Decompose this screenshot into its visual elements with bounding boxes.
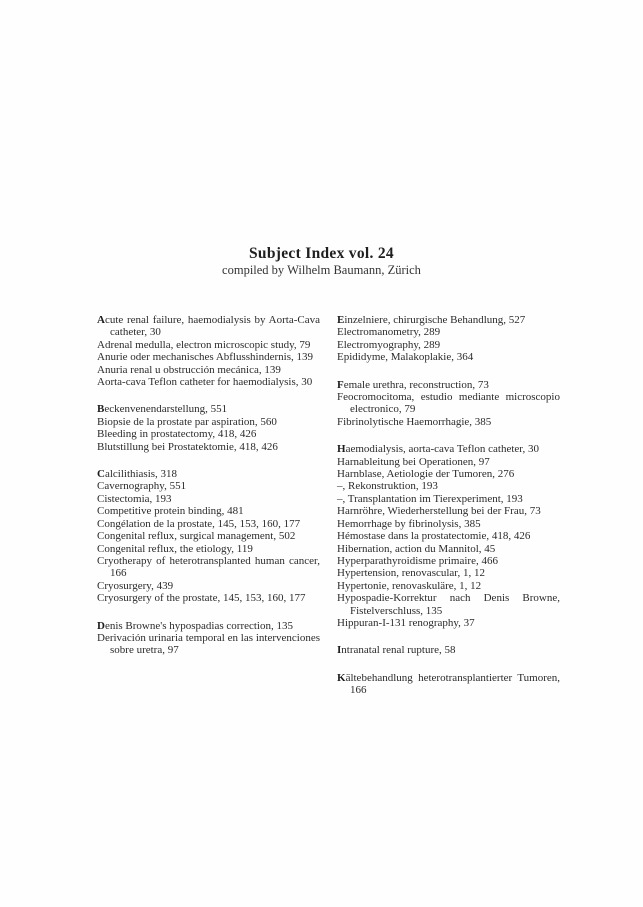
- index-letter-group-F: [337, 379, 560, 429]
- index-entry: Female urethra, reconstruction, 73: [337, 378, 489, 391]
- group-lead-letter: D: [97, 619, 105, 632]
- index-entry: Haemodialysis, aorta-cava Teflon catheter, 30: [337, 443, 540, 456]
- index-entry: –, Transplantation im Tierexperiment, 193: [337, 492, 523, 505]
- index-entry: Harnröhre, Wiederherstellung bei der Frau, 73: [337, 505, 541, 518]
- index-column-right: [337, 314, 560, 712]
- index-entry: Electromanometry, 289: [337, 326, 441, 339]
- index-entry: Acute renal failure, haemodialysis by Aorta-Cava catheter, 30: [97, 314, 320, 339]
- index-column-left: [97, 314, 320, 672]
- index-entry: Congenital reflux, surgical management, 502: [97, 530, 296, 543]
- index-entry: –, Rekonstruktion, 193: [337, 480, 438, 493]
- index-letter-group-H: [337, 443, 560, 629]
- index-entry: Anuria renal u obstrucción mecánica, 139: [97, 363, 281, 376]
- index-entry: Cryosurgery, 439: [97, 579, 174, 592]
- index-entry: Congenital reflux, the etiology, 119: [97, 542, 253, 555]
- index-entry: Bleeding in prostatectomy, 418, 426: [97, 428, 257, 441]
- group-lead-letter: H: [337, 443, 346, 456]
- index-entry: Hypertension, renovascular, 1, 12: [337, 567, 486, 580]
- index-entry: Hyperparathyroidisme primaire, 466: [337, 554, 498, 567]
- index-entry: Derivación urinaria temporal en las intervenciones sobre uretra, 97: [97, 631, 320, 657]
- group-lead-letter: I: [337, 644, 342, 657]
- index-entry: Congélation de la prostate, 145, 153, 160, 177: [97, 517, 301, 530]
- index-entry: Cistectomia, 193: [97, 492, 172, 505]
- index-entry: Competitive protein binding, 481: [97, 505, 244, 518]
- index-entry: Cryotherapy of heterotransplanted human cancer, 166: [97, 554, 320, 580]
- page-subtitle: compiled by Wilhelm Baumann, Zürich: [222, 263, 421, 277]
- index-letter-group-E: [337, 314, 560, 364]
- group-lead-letter: K: [337, 671, 346, 684]
- group-lead-letter: A: [97, 314, 105, 326]
- index-entry: Intranatal renal rupture, 58: [337, 644, 456, 657]
- index-letter-group-C: [97, 468, 320, 604]
- index-entry: Fibrinolytische Haemorrhagie, 385: [337, 415, 492, 428]
- index-entry: Aorta-cava Teflon catheter for haemodialysis, 30: [97, 376, 313, 389]
- index-entry: Hemorrhage by fibrinolysis, 385: [337, 517, 481, 530]
- index-entry: Hémostase dans la prostatectomie, 418, 426: [337, 530, 531, 543]
- index-entry: Hippuran-I-131 renography, 37: [337, 616, 475, 629]
- index-letter-group-B: [97, 403, 320, 453]
- index-entry: Beckenvenendarstellung, 551: [97, 403, 228, 416]
- index-entry: Hypospadie-Korrektur nach Denis Browne, Fistelverschluss, 135: [337, 592, 560, 617]
- index-entry: Harnblase, Aetiologie der Tumoren, 276: [337, 468, 515, 481]
- group-lead-letter: B: [97, 403, 105, 416]
- index-entry: Calcilithiasis, 318: [97, 468, 178, 481]
- index-entry: Hypertonie, renovaskuläre, 1, 12: [337, 579, 482, 592]
- index-columns: [97, 314, 560, 712]
- index-entry: Feocromocitoma, estudio mediante microscopio electronico, 79: [337, 391, 560, 416]
- index-entry: Epididyme, Malakoplakie, 364: [337, 351, 474, 364]
- index-letter-group-K: [337, 672, 560, 697]
- index-entry: Electromyography, 289: [337, 338, 441, 351]
- index-entry: Harnableitung bei Operationen, 97: [337, 455, 490, 468]
- index-entry: Anurie oder mechanisches Abflusshindernis, 139: [97, 351, 313, 364]
- index-entry: Adrenal medulla, electron microscopic study, 79: [97, 338, 311, 351]
- index-entry: Biopsie de la prostate par aspiration, 560: [97, 415, 277, 428]
- index-entry: Cryosurgery of the prostate, 145, 153, 160, 177: [97, 592, 306, 605]
- group-lead-letter: F: [337, 378, 344, 391]
- index-entry: Cavernography, 551: [97, 480, 187, 493]
- index-entry: Kältebehandlung heterotransplantierter Tumoren, 166: [337, 671, 560, 697]
- index-entry: Hibernation, action du Mannitol, 45: [337, 542, 496, 555]
- index-letter-group-I: [337, 644, 560, 656]
- index-entry: Denis Browne's hypospadias correction, 135: [97, 619, 293, 632]
- index-entry: Einzelniere, chirurgische Behandlung, 527: [337, 314, 526, 326]
- page-title: Subject Index vol. 24: [249, 245, 394, 263]
- index-letter-group-D: [97, 620, 320, 657]
- index-letter-group-A: [97, 314, 320, 388]
- group-lead-letter: E: [337, 314, 345, 326]
- group-lead-letter: C: [97, 468, 105, 481]
- index-entry: Blutstillung bei Prostatektomie, 418, 426: [97, 440, 278, 453]
